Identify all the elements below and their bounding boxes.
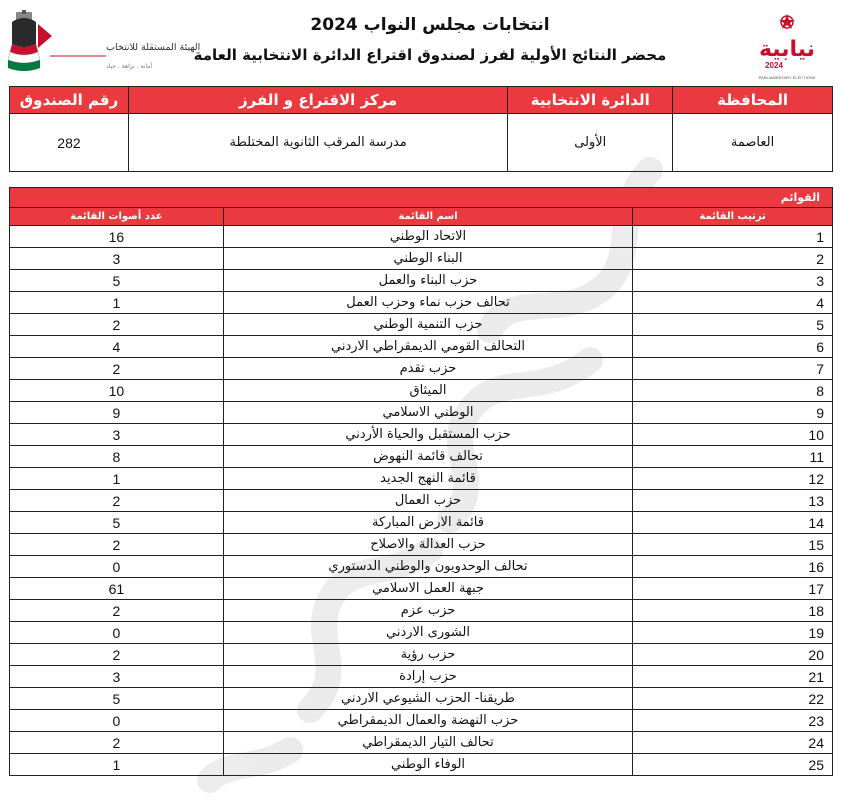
list-rank: 13 [633, 490, 833, 512]
table-row [10, 600, 833, 622]
list-votes: 2 [10, 358, 224, 380]
table-row [10, 644, 833, 666]
list-rank: 1 [633, 226, 833, 248]
list-votes: 1 [10, 754, 224, 776]
page-title: انتخابات مجلس النواب 2024 [310, 15, 550, 35]
lists-caption-row [10, 188, 833, 208]
list-name: تحالف قائمة النهوض [223, 446, 633, 468]
list-votes: 5 [10, 688, 224, 710]
list-votes: 2 [10, 732, 224, 754]
list-name: حزب البناء والعمل [223, 270, 633, 292]
list-rank: 12 [633, 468, 833, 490]
list-name: حزب النهضة والعمال الديمقراطي [223, 710, 633, 732]
table-row [10, 270, 833, 292]
lists-results-table [9, 187, 833, 776]
value-center: مدرسة المرقب الثانوية المختلطة [128, 114, 507, 172]
column-votes: عدد أصوات القائمة [10, 208, 224, 226]
list-votes: 2 [10, 490, 224, 512]
table-row [10, 446, 833, 468]
value-district: الأولى [508, 114, 673, 172]
list-rank: 24 [633, 732, 833, 754]
list-votes: 5 [10, 270, 224, 292]
header-province: المحافظة [673, 87, 833, 114]
list-rank: 15 [633, 534, 833, 556]
list-name: حزب العدالة والاصلاح [223, 534, 633, 556]
list-name: الميثاق [223, 380, 633, 402]
list-rank: 9 [633, 402, 833, 424]
table-row [10, 226, 833, 248]
list-votes: 2 [10, 314, 224, 336]
list-rank: 23 [633, 710, 833, 732]
list-rank: 20 [633, 644, 833, 666]
value-box: 282 [10, 114, 129, 172]
list-votes: 3 [10, 248, 224, 270]
list-votes: 5 [10, 512, 224, 534]
table-row [10, 380, 833, 402]
column-rank: ترتيب القائمة [633, 208, 833, 226]
table-row [10, 512, 833, 534]
list-rank: 16 [633, 556, 833, 578]
list-name: طريقنا- الحزب الشيوعي الاردني [223, 688, 633, 710]
list-rank: 18 [633, 600, 833, 622]
list-votes: 3 [10, 666, 224, 688]
list-votes: 61 [10, 578, 224, 600]
table-row [10, 732, 833, 754]
list-rank: 3 [633, 270, 833, 292]
table-row [10, 688, 833, 710]
table-row [10, 754, 833, 776]
list-name: تحالف الوحدويون والوطني الدستوري [223, 556, 633, 578]
list-name: تحالف التيار الديمقراطي [223, 732, 633, 754]
list-votes: 16 [10, 226, 224, 248]
list-name: البناء الوطني [223, 248, 633, 270]
list-name: حزب تقدم [223, 358, 633, 380]
list-votes: 8 [10, 446, 224, 468]
list-name: الاتحاد الوطني [223, 226, 633, 248]
list-name: حزب المستقبل والحياة الأردني [223, 424, 633, 446]
list-rank: 21 [633, 666, 833, 688]
list-name: الوفاء الوطني [223, 754, 633, 776]
list-name: قائمة النهج الجديد [223, 468, 633, 490]
list-votes: 0 [10, 556, 224, 578]
list-rank: 7 [633, 358, 833, 380]
info-header-row [10, 87, 833, 114]
polling-info-table [9, 86, 833, 172]
iec-logo-tagline: أمانة . نزاهة . حياد [106, 63, 153, 70]
list-votes: 9 [10, 402, 224, 424]
list-rank: 17 [633, 578, 833, 600]
list-rank: 5 [633, 314, 833, 336]
list-name: الشورى الاردني [223, 622, 633, 644]
header-center: مركز الاقتراع و الفرز [128, 87, 507, 114]
document-titles [170, 14, 690, 66]
value-province: العاصمة [673, 114, 833, 172]
list-rank: 4 [633, 292, 833, 314]
list-rank: 8 [633, 380, 833, 402]
list-name: حزب العمال [223, 490, 633, 512]
list-rank: 2 [633, 248, 833, 270]
iec-logo-icon [8, 10, 201, 82]
page-subtitle: محضر النتائج الأولية لفرز لصندوق اقتراع الدائرة الانتخابية العامة [193, 46, 667, 64]
table-row [10, 534, 833, 556]
list-votes: 1 [10, 468, 224, 490]
list-name: حزب إرادة [223, 666, 633, 688]
table-row [10, 490, 833, 512]
lists-caption: القوائم [10, 188, 833, 208]
table-row [10, 402, 833, 424]
list-votes: 2 [10, 644, 224, 666]
table-row [10, 336, 833, 358]
list-rank: 14 [633, 512, 833, 534]
list-rank: 11 [633, 446, 833, 468]
table-row [10, 468, 833, 490]
list-name: جبهة العمل الاسلامي [223, 578, 633, 600]
list-votes: 0 [10, 710, 224, 732]
document-header [0, 6, 850, 86]
list-votes: 2 [10, 600, 224, 622]
list-rank: 19 [633, 622, 833, 644]
list-votes: 10 [10, 380, 224, 402]
header-district: الدائرة الانتخابية [508, 87, 673, 114]
list-name: حزب عزم [223, 600, 633, 622]
list-name: قائمة الارض المباركة [223, 512, 633, 534]
table-row [10, 424, 833, 446]
list-name: حزب التنمية الوطني [223, 314, 633, 336]
table-row [10, 578, 833, 600]
list-name: التحالف القومي الديمقراطي الاردني [223, 336, 633, 358]
elections-logo-sub: PARLIAMENTARY ELECTIONS [758, 75, 816, 80]
table-row [10, 248, 833, 270]
list-name: حزب رؤية [223, 644, 633, 666]
list-rank: 10 [633, 424, 833, 446]
list-votes: 4 [10, 336, 224, 358]
list-votes: 3 [10, 424, 224, 446]
list-name: الوطني الاسلامي [223, 402, 633, 424]
list-votes: 0 [10, 622, 224, 644]
lists-body [10, 226, 833, 776]
iec-logo-text: الهيئة المستقلة للانتخاب [106, 42, 201, 53]
list-votes: 1 [10, 292, 224, 314]
table-row [10, 666, 833, 688]
column-name: اسم القائمة [223, 208, 633, 226]
list-rank: 22 [633, 688, 833, 710]
list-votes: 2 [10, 534, 224, 556]
elections-logo-text: نيابية [758, 37, 816, 62]
header-box: رقم الصندوق [10, 87, 129, 114]
list-rank: 6 [633, 336, 833, 358]
table-row [10, 314, 833, 336]
list-name: تحالف حزب نماء وحزب العمل [223, 292, 633, 314]
table-row [10, 292, 833, 314]
info-value-row [10, 114, 833, 172]
elections-logo-year: 2024 [765, 61, 783, 70]
table-row [10, 358, 833, 380]
table-row [10, 622, 833, 644]
lists-column-headers [10, 208, 833, 226]
list-rank: 25 [633, 754, 833, 776]
elections-2024-logo-icon [754, 12, 820, 82]
table-row [10, 710, 833, 732]
table-row [10, 556, 833, 578]
